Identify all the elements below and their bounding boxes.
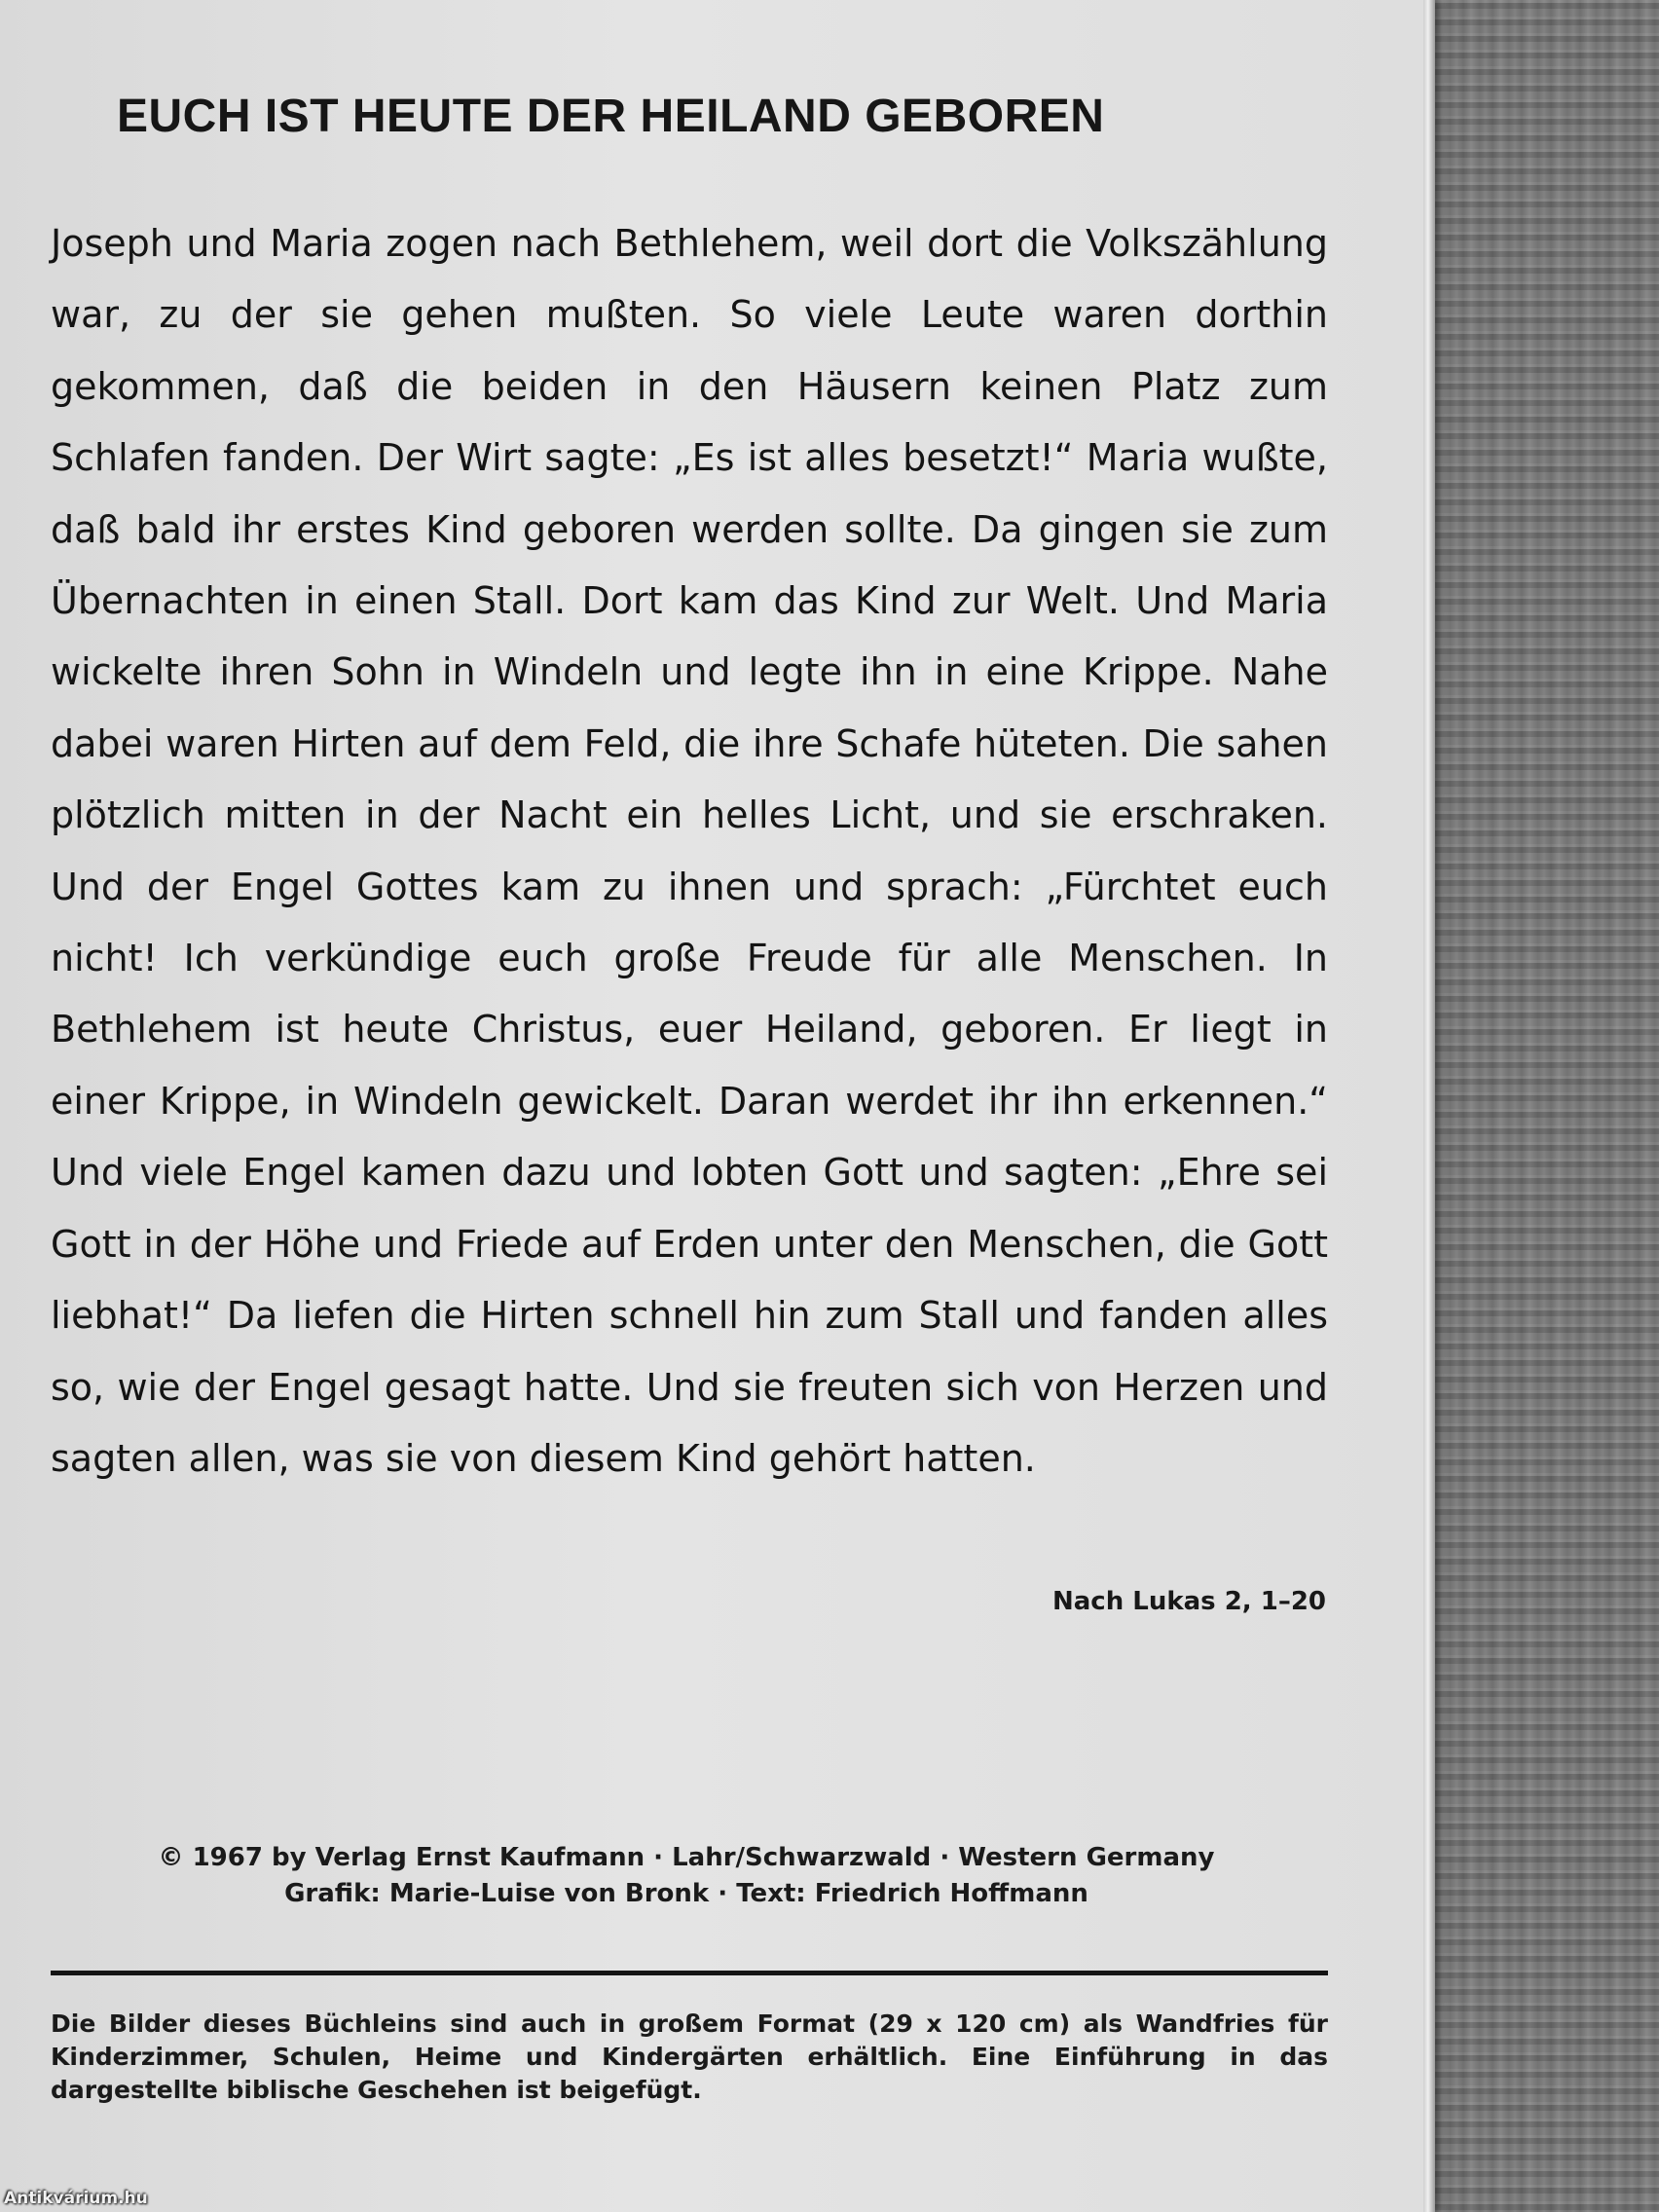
page-title: EUCH IST HEUTE DER HEILAND GEBOREN bbox=[117, 91, 1105, 142]
cover-edge bbox=[1423, 0, 1435, 2212]
publisher-imprint bbox=[0, 1840, 1373, 1912]
wooden-background bbox=[1421, 0, 1659, 2212]
format-note: Die Bilder dieses Büchleins sind auch in großem Format (29 x 120 cm) als Wandfries für Kinderzimmer, Schulen, Heime und Kindergärten erhältlich. Eine Einführung in das dargestellte biblische Geschehen ist beigefügt. bbox=[51, 2009, 1328, 2104]
watermark: Antikvárium.hu bbox=[4, 2189, 148, 2208]
imprint-copyright-line: © 1967 by Verlag Ernst Kaufmann · Lahr/Schwarzwald · Western Germany bbox=[158, 1843, 1215, 1872]
imprint-credits-line: Grafik: Marie-Luise von Bronk · Text: Friedrich Hoffmann bbox=[284, 1879, 1088, 1908]
story-text: Joseph und Maria zogen nach Bethlehem, weil dort die Volkszählung war, zu der sie gehen mußten. So viele Leute waren dorthin gekommen, daß die beiden in den Häusern keinen Platz zum Schlafen fanden. Der Wirt sagte: „Es ist alles besetzt!“ Maria wußte, daß bald ihr erstes Kind geboren werden sollte. Da gingen sie zum Übernachten in einen Stall. Dort kam das Kind zur Welt. Und Maria wickelte ihren Sohn in Windeln und legte ihn in eine Krippe. Nahe dabei waren Hirten auf dem Feld, die ihre Schafe hüteten. Die sahen plötzlich mitten in der Nacht ein helles Licht, und sie erschraken. Und der Engel Gottes kam zu ihnen und sprach: „Fürchtet euch nicht! Ich verkündige euch große Freude für alle Menschen. In Bethlehem ist heute Christus, euer Heiland, geboren. Er liegt in einer Krippe, in Windeln gewickelt. Daran werdet ihr ihn erkennen.“ Und viele Engel kamen dazu und lobten Gott und sagten: „Ehre sei Gott in der Höhe und Friede auf Erden unter den Menschen, die Gott liebhat!“ Da liefen die Hirten schnell hin zum Stall und fanden alles so, wie der Engel gesagt hatte. Und sie freuten sich von Herzen und sagten allen, was sie von diesem Kind gehört hatten. bbox=[51, 222, 1328, 1480]
divider-rule bbox=[51, 1971, 1328, 1975]
bible-reference: Nach Lukas 2, 1–20 bbox=[1051, 1587, 1326, 1616]
